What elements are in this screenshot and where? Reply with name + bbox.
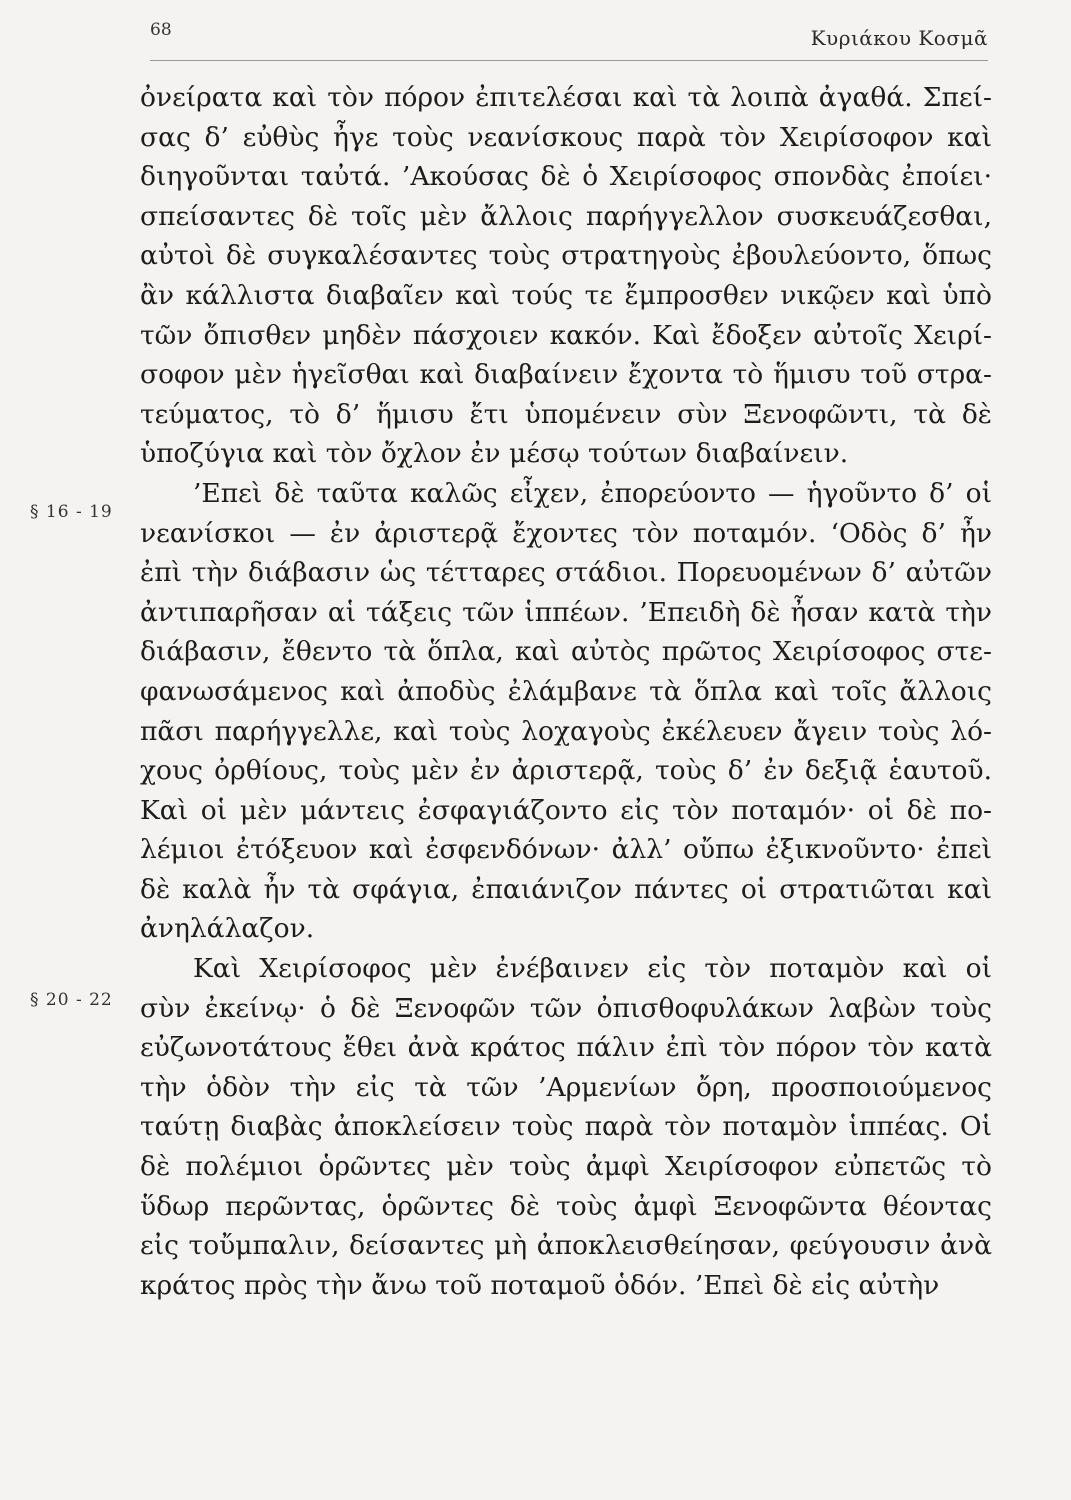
text-line: πᾶσι παρήγγελλε, καὶ τοὺς λοχαγοὺς ἐκέλευεν ἄγειν τοὺς λό- — [140, 715, 992, 747]
text-line: εἰς τοὔμπαλιν, δείσαντες μὴ ἀποκλεισθείησαν, φεύγουσιν ἀνὰ — [140, 1230, 992, 1262]
text-line: νεανίσκοι — ἐν ἀριστερᾷ ἔχοντες τὸν ποταμόν. ‘Οδὸς δ’ ἦν — [140, 517, 992, 549]
text-line: αὐτοὶ δὲ συγκαλέσαντες τοὺς στρατηγοὺς ἐβουλεύοντο, ὅπως — [140, 240, 992, 272]
header-rule — [150, 60, 988, 61]
text-line: διηγοῦνται ταὐτά. ’Ακούσας δὲ ὁ Χειρίσοφος σπονδὰς ἐποίει· — [140, 161, 992, 193]
text-line: σας δ’ εὐθὺς ἦγε τοὺς νεανίσκους παρὰ τὸν Χειρίσοφον καὶ — [140, 121, 992, 153]
text-line: κράτος πρὸς τὴν ἄνω τοῦ ποταμοῦ ὁδόν. ’Επεὶ δὲ εἰς αὐτὴν — [140, 1269, 940, 1301]
text-line: Καὶ οἱ μὲν μάντεις ἐσφαγιάζοντο εἰς τὸν ποταμόν· οἱ δὲ πο- — [140, 794, 992, 826]
text-line: ὑποζύγια καὶ τὸν ὄχλον ἐν μέσῳ τούτων διαβαίνειν. — [140, 438, 849, 470]
text-line: εὐζωνοτάτους ἔθει ἀνὰ κράτος πάλιν ἐπὶ τὸν πόρον τὸν κατὰ — [140, 1032, 992, 1064]
text-line: τῶν ὄπισθεν μηδὲν πάσχοιεν κακόν. Καὶ ἔδοξεν αὐτοῖς Χειρί- — [140, 319, 992, 351]
text-line: ἂν κάλλιστα διαβαῖεν καὶ τούς τε ἔμπροσθεν νικῷεν καὶ ὑπὸ — [140, 279, 992, 311]
text-line: ταύτῃ διαβὰς ἀποκλείσειν τοὺς παρὰ τὸν ποταμὸν ἱππέας. Οἱ — [140, 1111, 992, 1143]
section-marker-16-19: § 16 - 19 — [30, 502, 113, 522]
text-line: λέμιοι ἐτόξευον καὶ ἐσφενδόνων· ἀλλ’ οὔπω ἐξικνοῦντο· ἐπεὶ — [140, 834, 992, 866]
text-line: φανωσάμενος καὶ ἀποδὺς ἐλάμβανε τὰ ὅπλα καὶ τοῖς ἄλλοις — [140, 675, 992, 707]
page-number: 68 — [150, 20, 172, 40]
text-line: ἀνηλάλαζον. — [140, 913, 315, 945]
running-title: Κυριάκου Κοσμᾶ — [810, 26, 988, 50]
text-line: σοφον μὲν ἡγεῖσθαι καὶ διαβαίνειν ἔχοντα τὸ ἥμισυ τοῦ στρα- — [140, 359, 992, 391]
text-line: χους ὀρθίους, τοὺς μὲν ἐν ἀριστερᾷ, τοὺς δ’ ἐν δεξιᾷ ἑαυτοῦ. — [140, 755, 992, 787]
text-line: τεύματος, τὸ δ’ ἥμισυ ἔτι ὑπομένειν σὺν Ξενοφῶντι, τὰ δὲ — [140, 398, 992, 430]
page-header — [150, 14, 988, 60]
text-line: ἐπὶ τὴν διάβασιν ὡς τέτταρες στάδιοι. Πορευομένων δ’ αὐτῶν — [140, 557, 992, 589]
text-line: δὲ πολέμιοι ὁρῶντες μὲν τοὺς ἀμφὶ Χειρίσοφον εὐπετῶς τὸ — [140, 1151, 992, 1183]
text-line: Καὶ Χειρίσοφος μὲν ἐνέβαινεν εἰς τὸν ποταμὸν καὶ οἱ — [193, 953, 992, 985]
text-line: ὕδωρ περῶντας, ὁρῶντες δὲ τοὺς ἀμφὶ Ξενοφῶντα θέοντας — [140, 1190, 992, 1222]
text-line: δὲ καλὰ ἦν τὰ σφάγια, ἐπαιάνιζον πάντες οἱ στρατιῶται καὶ — [140, 873, 992, 905]
text-line: σὺν ἐκείνῳ· ὁ δὲ Ξενοφῶν τῶν ὀπισθοφυλάκων λαβὼν τοὺς — [140, 992, 992, 1024]
body-text — [140, 78, 992, 1305]
text-line: σπείσαντες δὲ τοῖς μὲν ἄλλοις παρήγγελλον συσκευάζεσθαι, — [140, 200, 992, 232]
section-marker-20-22: § 20 - 22 — [30, 990, 113, 1010]
text-line: ’Επεὶ δὲ ταῦτα καλῶς εἶχεν, ἐπορεύοντο — ἡγοῦντο δ’ οἱ — [193, 477, 992, 509]
text-line: ἀντιπαρῆσαν αἱ τάξεις τῶν ἱππέων. ’Επειδὴ δὲ ἦσαν κατὰ τὴν — [140, 596, 992, 628]
text-line: διάβασιν, ἔθεντο τὰ ὅπλα, καὶ αὐτὸς πρῶτος Χειρίσοφος στε- — [140, 636, 992, 668]
text-line: τὴν ὁδὸν τὴν εἰς τὰ τῶν ’Αρμενίων ὄρη, προσποιούμενος — [140, 1071, 992, 1103]
text-line: ὀνείρατα καὶ τὸν πόρον ἐπιτελέσαι καὶ τὰ λοιπὰ ἀγαθά. Σπεί- — [140, 82, 992, 113]
